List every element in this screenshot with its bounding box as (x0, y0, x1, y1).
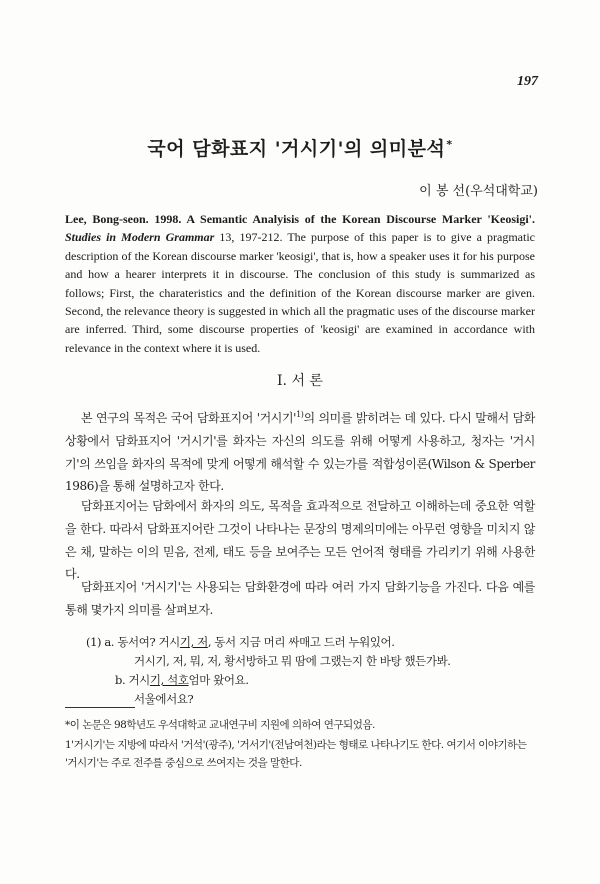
paragraph-2: 담화표지어는 담화에서 화자의 의도, 목적을 효과적으로 전달하고 이해하는데 중요한 역할을 한다. 따라서 담화표지어란 그것이 나타나는 문장의 명제의미에는 아무런 영향을 미치지 않은 채, 말하는 이의 믿음, 전제, 태도 등을 보여주는 모든 언어적 형태를 가리키기 위해 사용한다. (65, 499, 535, 582)
title-footnote-mark: * (446, 137, 453, 151)
footnote-1: 1'거시기'는 지방에 따라서 '거석'(광주), '거서기'(전남여천)라는 형태로 나타나기도 한다. 여기서 이야기하는 '거시기'는 주로 전주를 중심으로 쓰여지는 것을 말한다. (65, 739, 527, 769)
page-number: 197 (517, 74, 538, 89)
paragraph-1-text-rest: 의 의미를 밝히려는 데 있다. 다시 말해서 담화상황에서 담화표지어 '거시기'를 화자는 자신의 의도를 위해 어떻게 사용하고, 청자는 '거시기'의 쓰임을 화자의 목적에 맞게 어떻게 해석할 수 있는가를 적합성이론(Wilson & Sperber 1986)을 통해 설명하고자 한다. (65, 411, 535, 494)
footnote-star: *이 논문은 98학년도 우석대학교 교내연구비 지원에 의하여 연구되었음. (65, 719, 375, 731)
abstract-citation-rest: 13, 197-212. (214, 230, 283, 245)
example-1a-line-1: (1) a. 동서여? 거시기, 저, 동서 지금 머리 싸매고 드러 누워있어. (86, 635, 395, 649)
abstract-journal: Studies in Modern Grammar (65, 230, 215, 245)
paragraph-3: 담화표지어 '거시기'는 사용되는 담화환경에 따라 여러 가지 담화기능을 가진다. 다음 예를 통해 몇가지 의미를 살펴보자. (65, 580, 535, 617)
section-heading: I. 서 론 (277, 373, 323, 389)
abstract (65, 210, 535, 357)
footnote-ref-1: 1) (296, 410, 304, 419)
paragraph-1 (65, 404, 535, 498)
paper-title (0, 134, 600, 161)
example-1b-line-2: 서울에서요? (134, 692, 194, 706)
example-1a-line-2: 거시기, 저, 뭐, 저, 황서방하고 뭐 땀에 그랬는지 한 바탕 했든가봐. (134, 654, 451, 668)
footnote-divider (65, 707, 135, 708)
abstract-body: The purpose of this paper is to give a pragmatic description of the Korean discourse marker 'keosigi', that is, how a speaker uses it for his purpose and how a hearer interprets it in discourse. The conclusion of this study is summarized as follows; First, the charateristics and the definition of the Korean discourse marker are given. Second, the relevance theory is suggested in which all the pragmatic uses of the discourse marker are inferred. Third, some discourse properties of 'keosigi' are examined in accordance with relevance in the context where it is used. (65, 230, 535, 355)
author-line: 이 봉 선(우석대학교) (419, 184, 538, 199)
title-text: 국어 담화표지 '거시기'의 의미분석 (147, 138, 446, 160)
paragraph-1-text: 본 연구의 목적은 국어 담화표지어 '거시기' (81, 411, 297, 425)
abstract-citation: Lee, Bong-seon. 1998. A Semantic Analyisis of the Korean Discourse Marker 'Keosigi'. (65, 212, 535, 226)
example-1b-line-1: b. 거시기, 석호엄마 왔어요. (115, 673, 249, 687)
